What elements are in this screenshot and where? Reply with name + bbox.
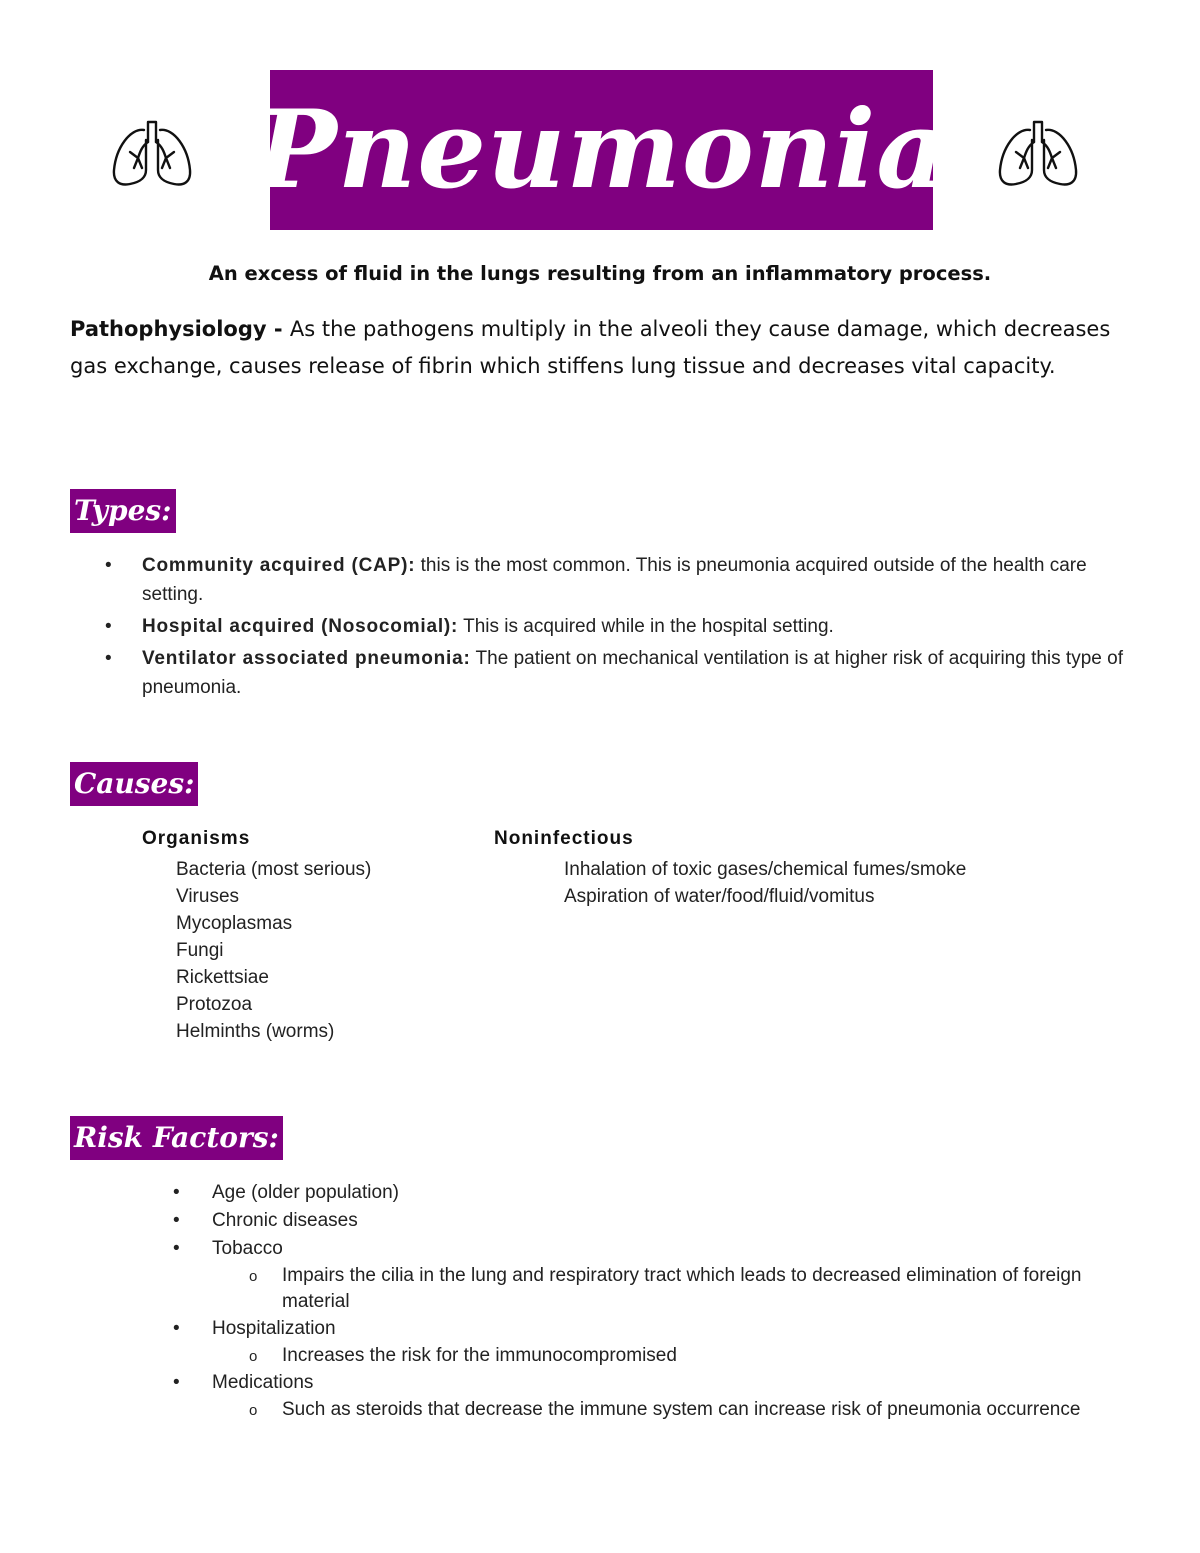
list-item: Viruses <box>176 886 240 907</box>
list-item <box>100 551 1140 609</box>
list-item <box>170 1369 1150 1397</box>
bullet-icon: • <box>105 555 112 576</box>
bullet-icon: • <box>173 1372 180 1393</box>
list-item <box>100 644 1140 702</box>
risk-factors-list <box>170 1179 1150 1423</box>
types-list <box>100 551 1140 705</box>
pathophysiology-label: Pathophysiology - <box>70 317 290 341</box>
circle-bullet-icon: o <box>249 1402 258 1419</box>
list-item <box>170 1315 1150 1343</box>
risk-factor: Tobacco <box>212 1238 283 1259</box>
list-item <box>170 1235 1150 1263</box>
page-title: Pneumonia <box>270 70 933 230</box>
list-item: Helminths (worms) <box>176 1021 335 1042</box>
pathophysiology-text: As the pathogens multiply in the alveoli they cause damage, which decreases gas exchange, causes release of fibrin which stiffens lung tissue and decreases vital capacity. <box>70 317 1111 378</box>
noninfectious-heading: Noninfectious <box>494 828 634 849</box>
type-description: This is acquired while in the hospital setting. <box>458 616 834 637</box>
bullet-icon: • <box>105 616 112 637</box>
lungs-icon <box>110 112 194 190</box>
type-term: Ventilator associated pneumonia: <box>142 648 471 669</box>
risk-factors-heading: Risk Factors: <box>70 1116 283 1160</box>
type-term: Hospital acquired (Nosocomial): <box>142 616 459 637</box>
list-item: Mycoplasmas <box>176 913 293 934</box>
list-item: Bacteria (most serious) <box>176 859 372 880</box>
list-item: Protozoa <box>176 994 253 1015</box>
bullet-icon: • <box>173 1182 180 1203</box>
bullet-icon: • <box>105 648 112 669</box>
bullet-icon: • <box>173 1318 180 1339</box>
bullet-icon: • <box>173 1238 180 1259</box>
risk-factor: Chronic diseases <box>212 1210 358 1231</box>
organisms-heading: Organisms <box>142 828 251 849</box>
pathophysiology-paragraph <box>70 311 1130 385</box>
circle-bullet-icon: o <box>249 1348 258 1365</box>
risk-factor: Age (older population) <box>212 1182 399 1203</box>
type-description: The patient on mechanical ventilation is at higher risk of acquiring this type of pneumonia. <box>142 648 1123 698</box>
noninfectious-list <box>564 856 966 910</box>
risk-factor: Hospitalization <box>212 1318 336 1339</box>
type-term: Community acquired (CAP): <box>142 555 416 576</box>
sub-list-item <box>170 1397 1150 1423</box>
causes-heading: Causes: <box>70 762 198 806</box>
list-item <box>170 1207 1150 1235</box>
organisms-list <box>176 856 371 1045</box>
type-description: this is the most common. This is pneumonia acquired outside of the health care setting. <box>142 555 1087 605</box>
risk-factor-detail: Such as steroids that decrease the immune system can increase risk of pneumonia occurrence <box>282 1399 1081 1420</box>
list-item: Fungi <box>176 940 224 961</box>
list-item: Aspiration of water/food/fluid/vomitus <box>564 886 875 907</box>
risk-factor-detail: Impairs the cilia in the lung and respiratory tract which leads to decreased elimination of foreign material <box>282 1265 1082 1312</box>
types-heading: Types: <box>70 489 176 533</box>
bullet-icon: • <box>173 1210 180 1231</box>
list-item <box>170 1179 1150 1207</box>
list-item: Rickettsiae <box>176 967 269 988</box>
list-item: Inhalation of toxic gases/chemical fumes/smoke <box>564 859 967 880</box>
risk-factor: Medications <box>212 1372 314 1393</box>
list-item <box>100 612 1140 641</box>
circle-bullet-icon: o <box>249 1268 258 1285</box>
sub-list-item <box>170 1263 1150 1315</box>
risk-factor-detail: Increases the risk for the immunocompromised <box>282 1345 677 1366</box>
definition: An excess of fluid in the lungs resulting from an inflammatory process. <box>208 262 992 285</box>
sub-list-item <box>170 1343 1150 1369</box>
lungs-icon <box>996 112 1080 190</box>
